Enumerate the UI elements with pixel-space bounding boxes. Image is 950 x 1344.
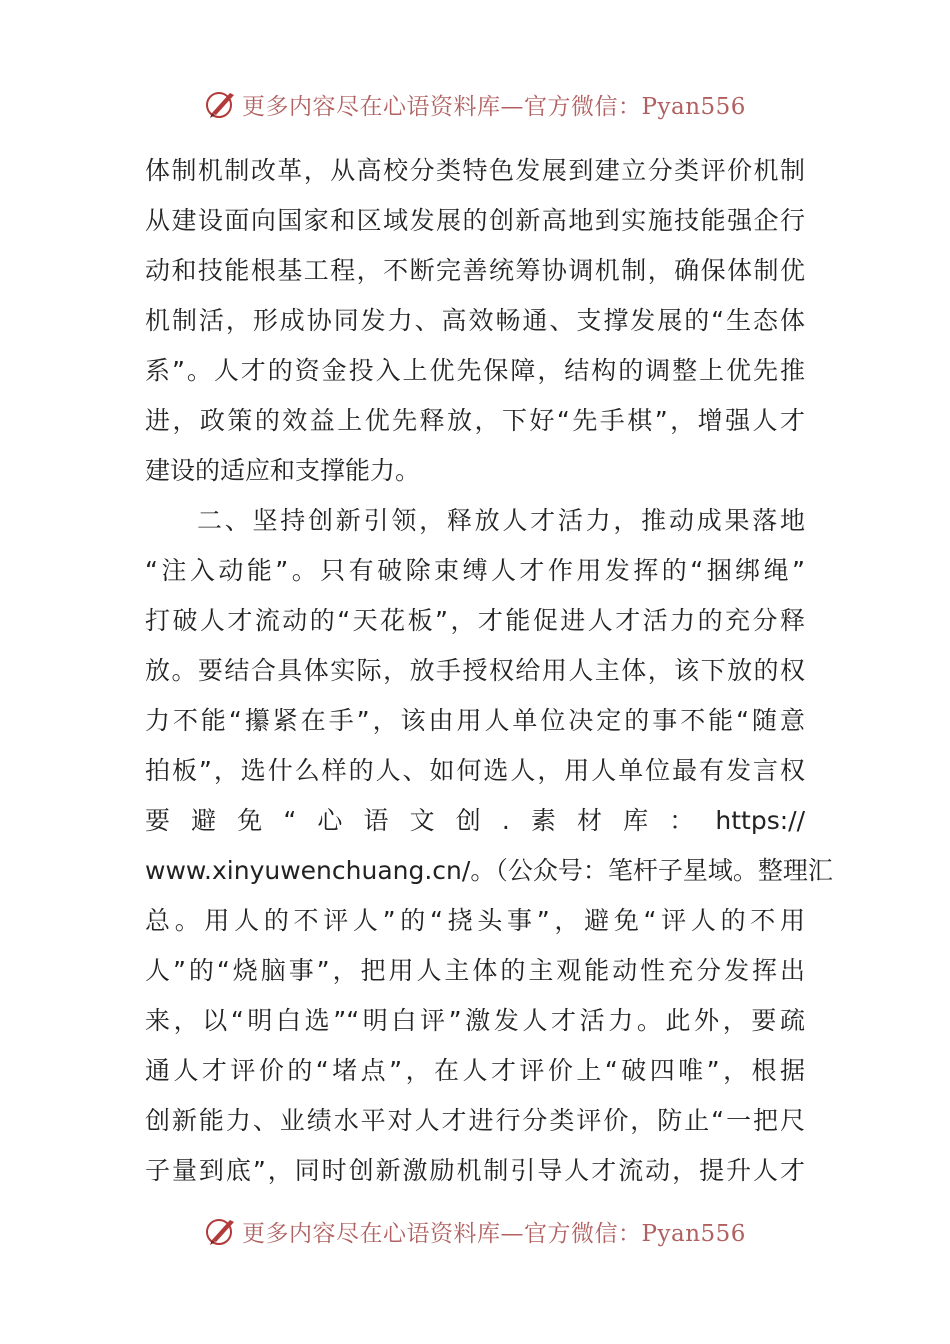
document-body xyxy=(145,146,833,1196)
text-line: 打破人才流动的“天花板”，才能促进人才活力的充分释 xyxy=(145,606,805,635)
section-heading-line: 二、坚持创新引领，释放人才活力，推动成果落地 xyxy=(197,506,805,535)
footer-banner xyxy=(0,1207,950,1255)
text-line: 通人才评价的“堵点”，在人才评价上“破四唯”，根据 xyxy=(145,1056,805,1085)
pen-logo-icon xyxy=(204,1214,238,1248)
text-line: “注入动能”。只有破除束缚人才作用发挥的“捆绑绳” xyxy=(145,556,805,585)
header-banner-text: 更多内容尽在心语资料库—官方微信：Pyan556 xyxy=(242,93,746,120)
pen-logo-icon xyxy=(204,87,238,121)
text-line: 来，以“明白选”“明白评”激发人才活力。此外，要疏 xyxy=(145,1006,805,1035)
text-line: 拍板”，选什么样的人、如何选人，用人单位最有发言权 xyxy=(145,756,805,785)
text-line: 放。要结合具体实际，放手授权给用人主体，该下放的权 xyxy=(145,656,805,685)
text-line: 子量到底”，同时创新激励机制引导人才流动，提升人才 xyxy=(145,1156,805,1185)
text-line: 机制活，形成协同发力、高效畅通、支撑发展的“生态体 xyxy=(145,306,805,335)
text-line: 人”的“烧脑事”，把用人主体的主观能动性充分发挥出 xyxy=(145,956,805,985)
text-line: 要避免“心语文创.素材库：https:// xyxy=(145,806,805,835)
text-line: 体制机制改革，从高校分类特色发展到建立分类评价机制 xyxy=(145,156,805,185)
text-line: 力不能“攥紧在手”，该由用人单位决定的事不能“随意 xyxy=(145,706,805,735)
text-line: 建设的适应和支撑能力。 xyxy=(145,456,421,485)
text-line: 动和技能根基工程，不断完善统筹协调机制，确保体制优 xyxy=(145,256,805,285)
header-banner xyxy=(0,80,950,128)
footer-banner-text: 更多内容尽在心语资料库—官方微信：Pyan556 xyxy=(242,1220,746,1247)
text-line: www.xinyuwenchuang.cn/。（公众号：笔杆子星域。整理汇 xyxy=(145,856,833,885)
text-line: 总。用人的不评人”的“挠头事”，避免“评人的不用 xyxy=(145,906,805,935)
text-line: 进，政策的效益上优先释放，下好“先手棋”，增强人才 xyxy=(145,406,805,435)
text-line: 系”。人才的资金投入上优先保障，结构的调整上优先推 xyxy=(145,356,805,385)
text-line: 创新能力、业绩水平对人才进行分类评价，防止“一把尺 xyxy=(145,1106,805,1135)
text-line: 从建设面向国家和区域发展的创新高地到实施技能强企行 xyxy=(145,206,805,235)
